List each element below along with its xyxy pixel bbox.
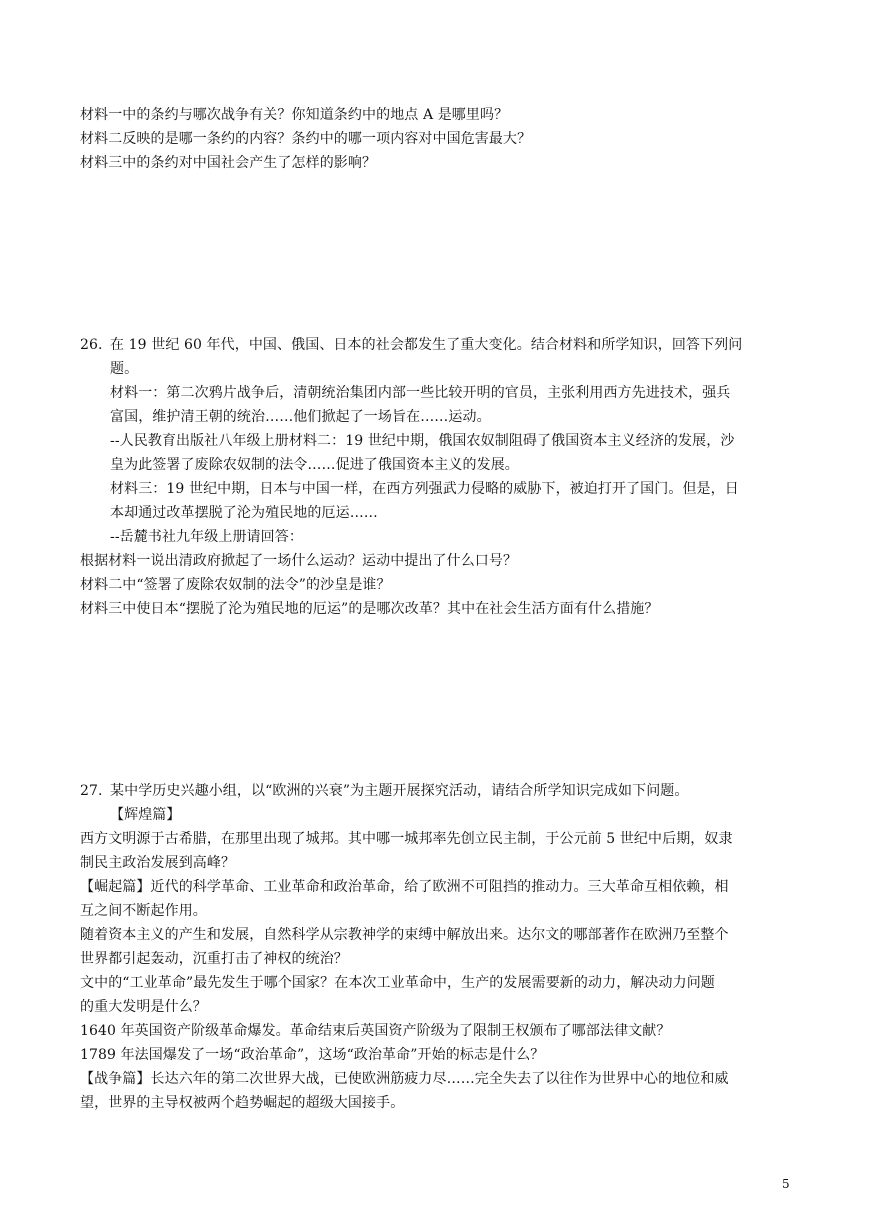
question-line: 材料一中的条约与哪次战争有关？你知道条约中的地点 A 是哪里吗？ xyxy=(80,107,509,123)
sub-question: 材料二中“签署了废除农奴制的法令”的沙皇是谁？ xyxy=(80,577,391,593)
sub-question: 材料三中使日本“摆脱了沦为殖民地的厄运”的是哪次改革？其中在社会生活方面有什么措施？ xyxy=(80,601,659,617)
paragraph xyxy=(80,1068,729,1090)
question-line: 材料二反映的是哪一条约的内容？条约中的哪一项内容对中国危害最大？ xyxy=(80,131,532,147)
section-heading-war: 【战争篇】 xyxy=(80,1071,151,1087)
material-one-continuation: 富国，维护清王朝的统治……他们掀起了一场旨在……运动。 xyxy=(110,409,491,425)
material-source: --岳麓书社九年级上册请回答： xyxy=(110,529,303,545)
material-one: 材料一：第二次鸦片战争后，清朝统治集团内部一些比较开明的官员，主张利用西方先进技术，强兵 xyxy=(110,385,731,401)
sub-question: 世界都引起轰动，沉重打击了神权的统治？ xyxy=(80,951,348,967)
sub-question: 的重大发明是什么？ xyxy=(80,999,207,1015)
sub-question: 根据材料一说出清政府掀起了一场什么运动？运动中提出了什么口号？ xyxy=(80,553,518,569)
section-heading-brilliant: 【辉煌篇】 xyxy=(110,807,181,823)
sub-question: 1789 年法国爆发了一场“政治革命”，这场“政治革命”开始的标志是什么？ xyxy=(80,1047,545,1063)
paragraph: 望，世界的主导权被两个趋势崛起的超级大国接手。 xyxy=(80,1095,405,1111)
paragraph: 西方文明源于古希腊，在那里出现了城邦。其中哪一城邦率先创立民主制，于公元前 5 世纪中后期，奴隶 xyxy=(80,831,733,847)
stem-continuation: 题。 xyxy=(110,361,139,377)
sub-question: 1640 年英国资产阶级革命爆发。革命结束后英国资产阶级为了限制王权颁布了哪部法律文献？ xyxy=(80,1023,671,1039)
material-three-continuation: 本却通过改革摆脱了沦为殖民地的厄运…… xyxy=(110,505,378,521)
paragraph xyxy=(80,876,729,898)
question-number: 27. xyxy=(80,783,103,799)
paragraph: 制民主政治发展到高峰？ xyxy=(80,855,236,871)
material-three: 材料三：19 世纪中期，日本与中国一样，在西方列强武力侵略的威胁下，被迫打开了国门。但是，日 xyxy=(110,481,739,497)
question-stem xyxy=(80,780,689,802)
sub-question: 随着资本主义的产生和发展，自然科学从宗教神学的束缚中解放出来。达尔文的哪部著作在欧洲乃至整个 xyxy=(80,927,729,943)
material-two: --人民教育出版社八年级上册材料二：19 世纪中期，俄国农奴制阻碍了俄国资本主义经济的发展，沙 xyxy=(110,433,735,449)
question-stem xyxy=(80,334,742,356)
stem-text: 在 19 世纪 60 年代，中国、俄国、日本的社会都发生了重大变化。结合材料和所学知识，回答下列问 xyxy=(110,337,743,353)
material-two-continuation: 皇为此签署了废除农奴制的法令……促进了俄国资本主义的发展。 xyxy=(110,457,519,473)
rise-text: 近代的科学革命、工业革命和政治革命，给了欧洲不可阻挡的推动力。三大革命互相依赖，相 xyxy=(150,879,729,895)
page-number: 5 xyxy=(782,1177,790,1191)
stem-text: 某中学历史兴趣小组，以“欧洲的兴衰”为主题开展探究活动，请结合所学知识完成如下问题。 xyxy=(110,783,689,799)
question-line: 材料三中的条约对中国社会产生了怎样的影响？ xyxy=(80,155,377,171)
section-heading-rise: 【崛起篇】 xyxy=(80,879,151,895)
war-text: 长达六年的第二次世界大战，已使欧洲筋疲力尽……完全失去了以往作为世界中心的地位和威 xyxy=(150,1071,729,1087)
paragraph: 互之间不断起作用。 xyxy=(80,903,207,919)
question-number: 26. xyxy=(80,337,103,353)
sub-question: 文中的“工业革命”最先发生于哪个国家？在本次工业革命中，生产的发展需要新的动力，解决动力问题 xyxy=(80,975,715,991)
